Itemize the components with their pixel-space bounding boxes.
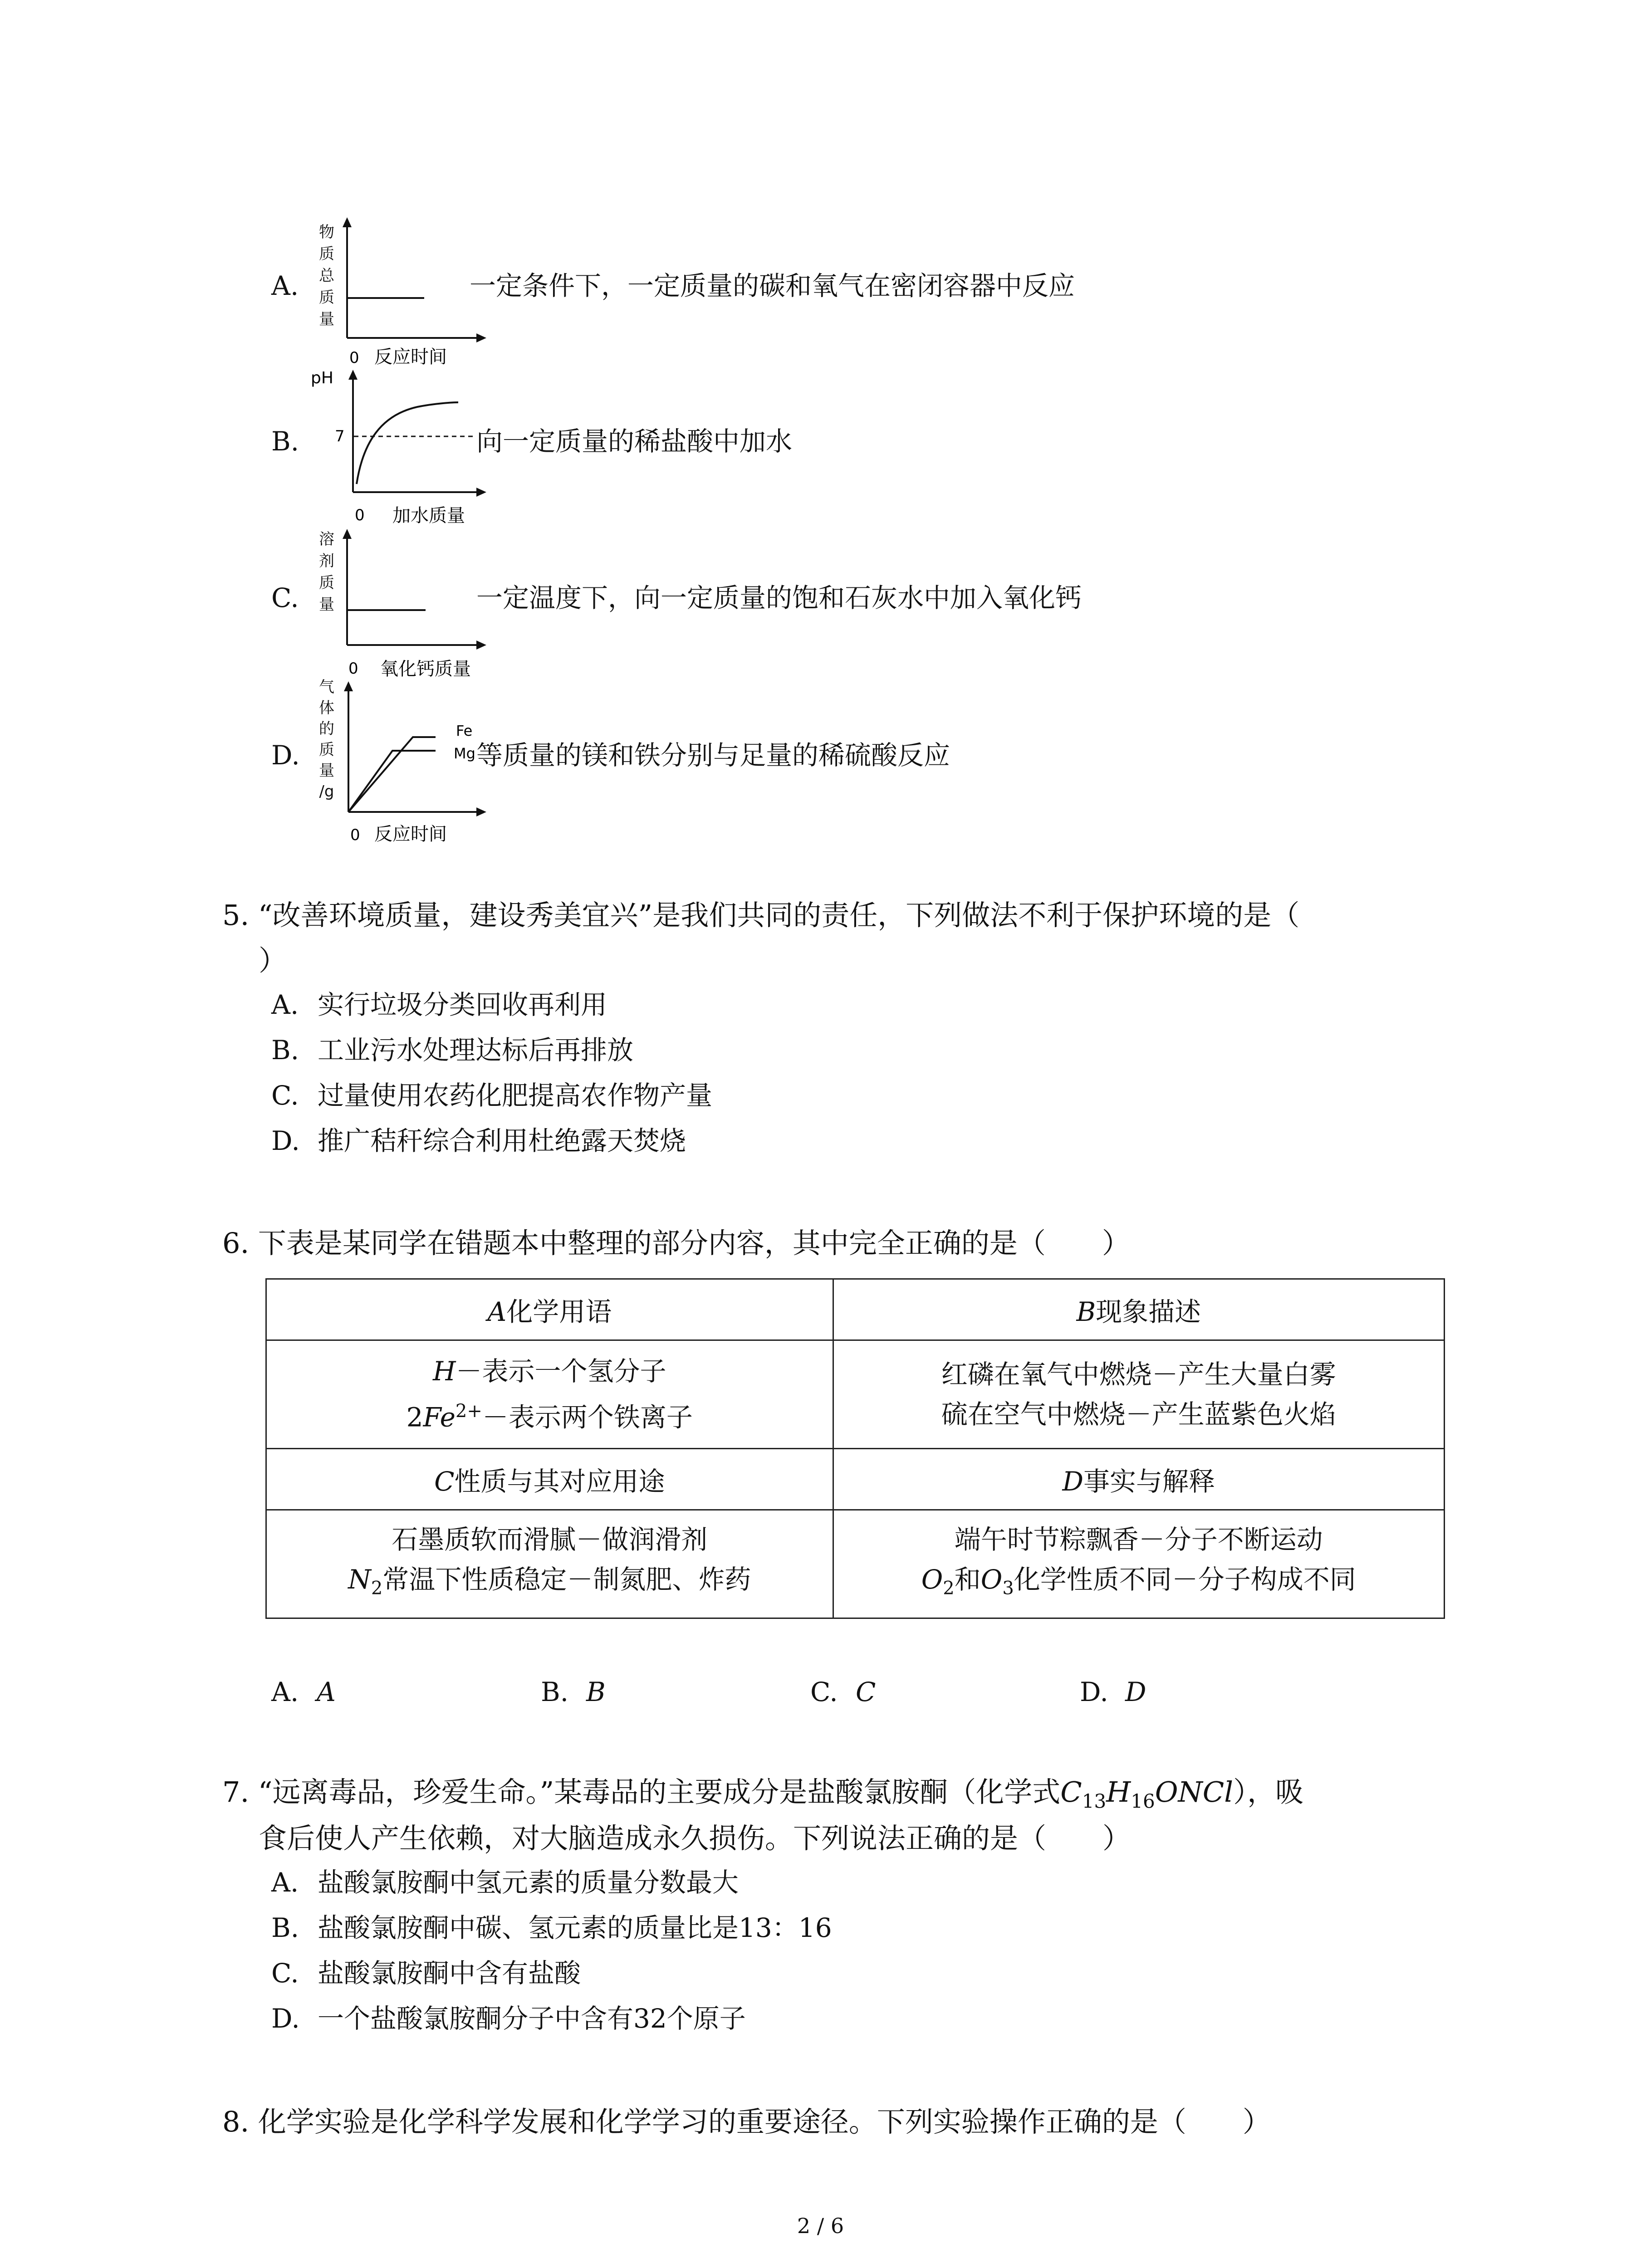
q7-option-c-letter: C. bbox=[271, 1958, 299, 1989]
q7-option-c-text: 盐酸氯胺酮中含有盐酸 bbox=[318, 1958, 581, 1989]
svg-text:质: 质 bbox=[319, 574, 334, 592]
q6-option-c-value: C bbox=[856, 1677, 876, 1707]
svg-text:质: 质 bbox=[319, 245, 334, 263]
x-label: 氧化钙质量 bbox=[380, 659, 471, 679]
graph-c-ylabel bbox=[319, 530, 334, 614]
svg-text:量: 量 bbox=[319, 596, 334, 614]
origin-label: 0 bbox=[349, 349, 359, 367]
q7-stem-line1: 7. “远离毒品，珍爱生命。”某毒品的主要成分是盐酸氯胺酮（化学式$C_{13}H_{16}ONCl$），吸 bbox=[222, 1775, 1304, 1813]
q5-option-c-text: 过量使用农药化肥提高农作物产量 bbox=[318, 1080, 713, 1111]
origin-label: 0 bbox=[348, 660, 358, 678]
y-label: pH bbox=[311, 369, 333, 387]
y-axis-arrow bbox=[343, 529, 352, 539]
q5-option-a-text: 实行垃圾分类回收再利用 bbox=[318, 989, 607, 1020]
q7-option-a-letter: A. bbox=[271, 1867, 299, 1898]
q5-stem-line2: ） bbox=[259, 944, 287, 977]
line-label-fe: Fe bbox=[456, 722, 473, 739]
x-axis-arrow bbox=[476, 488, 486, 497]
cell-c-head: C性质与其对应用途 bbox=[266, 1449, 833, 1510]
svg-text:气: 气 bbox=[319, 678, 334, 696]
q6-option-a-letter: A. bbox=[271, 1677, 299, 1707]
svg-text:总: 总 bbox=[319, 267, 334, 285]
cell-d-head: D事实与解释 bbox=[833, 1449, 1444, 1510]
graph-a-ylabel bbox=[319, 223, 335, 328]
q7-option-d-letter: D. bbox=[271, 2003, 300, 2034]
q4-graph-c bbox=[299, 526, 490, 687]
q6-option-a-value: A bbox=[317, 1677, 336, 1707]
q5-option-a-letter: A. bbox=[271, 989, 299, 1020]
line-label-mg: Mg bbox=[454, 745, 475, 762]
y-axis-arrow bbox=[343, 217, 352, 227]
x-axis-arrow bbox=[476, 333, 486, 342]
q4-option-d-letter: D. bbox=[271, 740, 300, 771]
q6-option-b-value: B bbox=[586, 1677, 606, 1707]
q4-option-b-letter: B. bbox=[271, 426, 299, 457]
x-axis-arrow bbox=[476, 640, 486, 650]
curve bbox=[357, 402, 458, 484]
q4-option-d-text: 等质量的镁和铁分别与足量的稀硫酸反应 bbox=[476, 740, 950, 771]
svg-text:物: 物 bbox=[319, 223, 334, 241]
x-label: 反应时间 bbox=[374, 347, 447, 367]
q4-option-a-letter: A. bbox=[271, 270, 299, 301]
svg-text:剂: 剂 bbox=[319, 552, 334, 570]
q4-graph-b bbox=[299, 365, 490, 535]
x-label: 加水质量 bbox=[392, 505, 465, 526]
q4-option-a-text: 一定条件下，一定质量的碳和氧气在密闭容器中反应 bbox=[470, 270, 1075, 301]
q6-stem: 6. 下表是某同学在错题本中整理的部分内容，其中完全正确的是（ ） bbox=[222, 1227, 1130, 1260]
q7-option-a-text: 盐酸氯胺酮中氢元素的质量分数最大 bbox=[318, 1867, 739, 1898]
q5-option-b-text: 工业污水处理达标后再排放 bbox=[318, 1035, 634, 1066]
line-fe bbox=[348, 751, 436, 812]
q5-option-d-text: 推广秸秆综合利用杜绝露天焚烧 bbox=[318, 1125, 686, 1156]
svg-text:量: 量 bbox=[319, 762, 334, 780]
svg-text:体: 体 bbox=[319, 699, 334, 717]
q4-graph-a bbox=[299, 215, 490, 381]
q4-option-c-letter: C. bbox=[271, 582, 299, 613]
q5-option-d-letter: D. bbox=[271, 1125, 300, 1156]
svg-text:量: 量 bbox=[319, 310, 334, 328]
x-label: 反应时间 bbox=[374, 824, 447, 845]
svg-text:的: 的 bbox=[319, 720, 334, 738]
q6-option-d-letter: D. bbox=[1080, 1677, 1108, 1707]
q7-stem-line2: 食后使人产生依赖，对大脑造成永久损伤。下列说法正确的是（ ） bbox=[259, 1822, 1131, 1855]
q6-option-b-letter: B. bbox=[541, 1677, 569, 1707]
origin-label: 0 bbox=[350, 826, 360, 844]
page-number: 2 / 6 bbox=[797, 2214, 844, 2238]
q6-table bbox=[265, 1278, 1445, 1619]
q6-option-d-value: D bbox=[1125, 1677, 1146, 1707]
graph-d-ylabel bbox=[319, 678, 334, 801]
svg-text:/g: /g bbox=[319, 782, 334, 801]
q5-option-c-letter: C. bbox=[271, 1080, 299, 1111]
q7-option-d-text: 一个盐酸氯胺酮分子中含有32个原子 bbox=[318, 2003, 746, 2034]
q4-graph-d bbox=[299, 676, 490, 855]
x-axis-arrow bbox=[476, 807, 486, 816]
svg-text:溶: 溶 bbox=[319, 530, 334, 548]
cell-b-body: 红磷在氧气中燃烧－产生大量白雾 硫在空气中燃烧－产生蓝紫色火焰 bbox=[833, 1340, 1444, 1449]
q4-option-c-text: 一定温度下，向一定质量的饱和石灰水中加入氧化钙 bbox=[476, 582, 1082, 613]
q5-option-b-letter: B. bbox=[271, 1035, 299, 1066]
cell-a-head: A化学用语 bbox=[266, 1279, 833, 1340]
cell-c-body: 石墨质软而滑腻－做润滑剂 $N_2$常温下性质稳定－制氮肥、炸药 bbox=[266, 1510, 833, 1618]
q4-option-b-text: 向一定质量的稀盐酸中加水 bbox=[476, 426, 793, 457]
cell-a-body: H－表示一个氢分子 $2Fe^{2+}-$表示两个铁离子 bbox=[266, 1340, 833, 1449]
cell-b-head: B现象描述 bbox=[833, 1279, 1444, 1340]
q6-option-c-letter: C. bbox=[810, 1677, 838, 1707]
q8-stem: 8. 化学实验是化学科学发展和化学学习的重要途径。下列实验操作正确的是（ ） bbox=[222, 2105, 1271, 2138]
origin-label: 0 bbox=[355, 506, 365, 524]
ref-label: 7 bbox=[335, 427, 345, 445]
q7-option-b-letter: B. bbox=[271, 1912, 299, 1943]
q7-option-b-text: 盐酸氯胺酮中碳、氢元素的质量比是13：16 bbox=[318, 1912, 832, 1943]
y-axis-arrow bbox=[348, 370, 358, 380]
svg-text:质: 质 bbox=[319, 741, 334, 759]
svg-text:质: 质 bbox=[319, 288, 334, 307]
cell-d-body: 端午时节粽飘香－分子不断运动 $O_2$和$O_3$化学性质不同－分子构成不同 bbox=[833, 1510, 1444, 1618]
line-mg bbox=[348, 737, 436, 812]
y-axis-arrow bbox=[344, 681, 353, 691]
q5-stem-line1: 5. “改善环境质量，建设秀美宜兴”是我们共同的责任，下列做法不利于保护环境的是（ bbox=[222, 899, 1300, 932]
